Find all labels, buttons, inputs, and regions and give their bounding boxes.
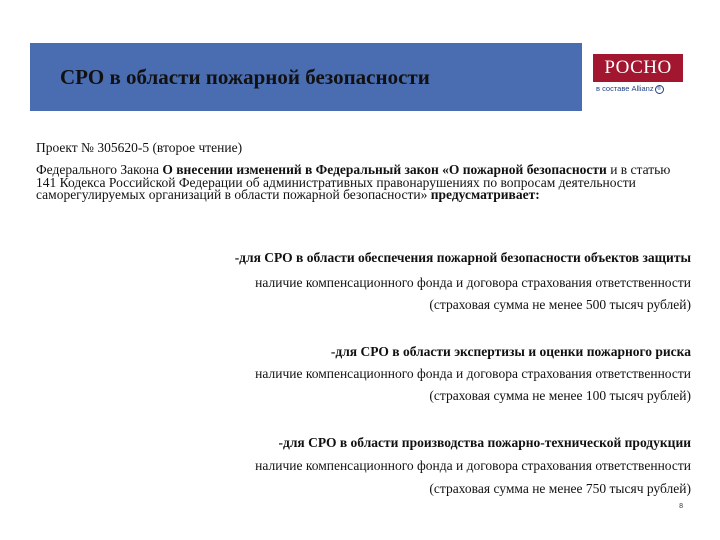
intro-text-1: Федерального Закона [36, 162, 163, 177]
section-heading-3: -для СРО в области производства пожарно-технической продукции [278, 435, 691, 450]
section-line-3a: наличие компенсационного фонда и договора страхования ответственности [255, 458, 691, 473]
intro-text-2: и в статью 141 Кодекса Российской Федерации об административных правонарушениях по вопросам деятельности саморегулируемых организаций в области пожарной безопасности» [36, 162, 671, 202]
intro-bold-2: предусматривает: [430, 187, 540, 202]
page-number: 8 [679, 503, 683, 510]
section-heading-1: -для СРО в области обеспечения пожарной безопасности объектов защиты [234, 250, 691, 265]
rosno-logo: РОСНО [593, 54, 683, 82]
intro-paragraph [36, 164, 676, 202]
slide-title: СРО в области пожарной безопасности [60, 65, 430, 89]
section-line-1b: (страховая сумма не менее 500 тысяч рублей) [429, 297, 691, 312]
intro-bold-1: О внесении изменений в Федеральный закон «О пожарной безопасности [162, 162, 607, 177]
section-line-2b: (страховая сумма не менее 100 тысяч рублей) [429, 388, 691, 403]
registered-mark-icon: ® [655, 85, 664, 94]
section-line-1a: наличие компенсационного фонда и договора страхования ответственности [255, 275, 691, 290]
section-line-3b: (страховая сумма не менее 750 тысяч рублей) [429, 481, 691, 496]
section-heading-2: -для СРО в области экспертизы и оценки пожарного риска [330, 344, 691, 359]
section-line-2a: наличие компенсационного фонда и договора страхования ответственности [255, 366, 691, 381]
project-number: Проект № 305620-5 (второе чтение) [36, 140, 243, 155]
logo-subtitle [596, 84, 664, 94]
logo-subtitle-text: в составе Allianz [596, 84, 654, 93]
